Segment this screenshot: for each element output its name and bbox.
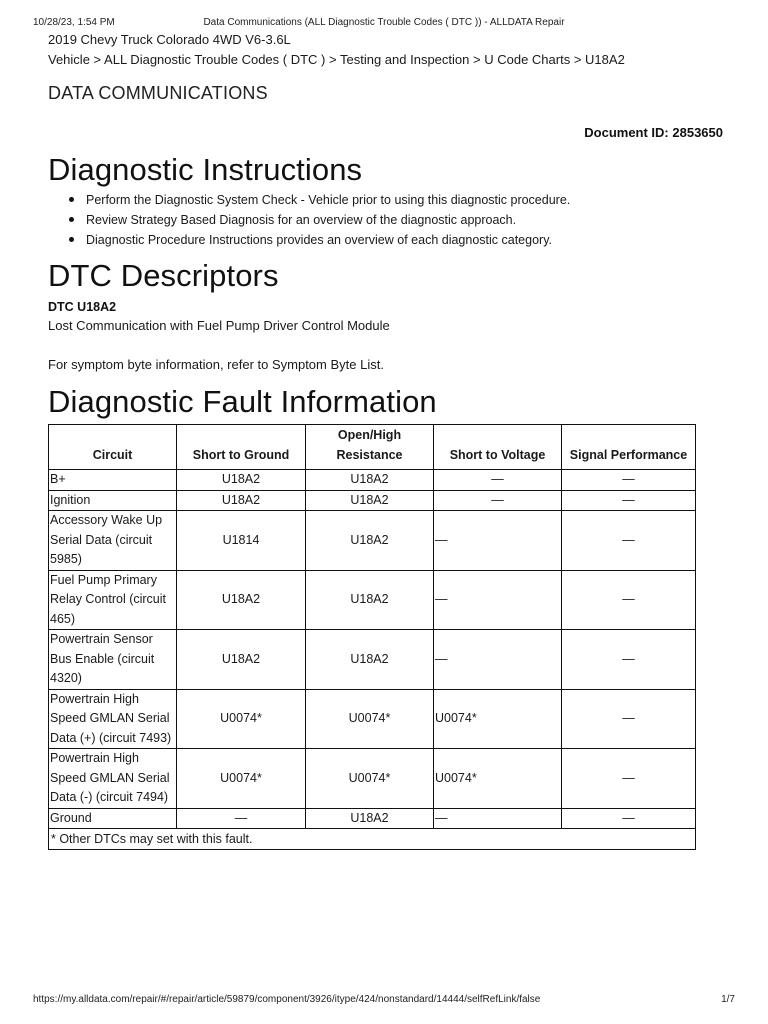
cell-open-high-resistance: U0074* xyxy=(306,749,434,809)
page-number: 1/7 xyxy=(721,994,735,1005)
cell-short-to-ground: U18A2 xyxy=(177,630,306,690)
breadcrumb-u18a2[interactable]: U18A2 xyxy=(585,52,625,67)
breadcrumb-separator: > xyxy=(573,52,582,67)
cell-signal-performance: — xyxy=(562,490,696,511)
cell-open-high-resistance: U18A2 xyxy=(306,490,434,511)
cell-short-to-ground: U18A2 xyxy=(177,570,306,630)
cell-short-to-voltage: U0074* xyxy=(434,749,562,809)
cell-circuit: Powertrain High Speed GMLAN Serial Data (+) (circuit 7493) xyxy=(49,689,177,749)
dtc-code: DTC U18A2 xyxy=(48,300,117,314)
column-header-circuit: Circuit xyxy=(49,425,177,470)
instruction-item xyxy=(86,190,570,210)
breadcrumb-u-code-charts[interactable]: U Code Charts xyxy=(484,52,571,67)
cell-short-to-voltage: — xyxy=(434,808,562,829)
cell-signal-performance: — xyxy=(562,470,696,491)
instructions-list xyxy=(48,190,570,250)
cell-short-to-ground: U1814 xyxy=(177,511,306,571)
cell-open-high-resistance: U18A2 xyxy=(306,511,434,571)
cell-short-to-ground: — xyxy=(177,808,306,829)
cell-short-to-ground: U0074* xyxy=(177,749,306,809)
cell-signal-performance: — xyxy=(562,630,696,690)
cell-circuit: Fuel Pump Primary Relay Control (circuit 465) xyxy=(49,570,177,630)
cell-circuit: B+ xyxy=(49,470,177,491)
cell-short-to-ground: U0074* xyxy=(177,689,306,749)
breadcrumb-testing-inspection[interactable]: Testing and Inspection xyxy=(340,52,470,67)
cell-signal-performance: — xyxy=(562,689,696,749)
cell-short-to-voltage: — xyxy=(434,470,562,491)
cell-short-to-ground: U18A2 xyxy=(177,470,306,491)
cell-short-to-voltage: U0074* xyxy=(434,689,562,749)
cell-signal-performance: — xyxy=(562,511,696,571)
print-header xyxy=(33,17,735,31)
symptom-note[interactable]: For symptom byte information, refer to Symptom Byte List. xyxy=(48,357,384,372)
table-footnote: * Other DTCs may set with this fault. xyxy=(49,829,696,850)
cell-circuit: Ground xyxy=(49,808,177,829)
print-url: https://my.alldata.com/repair/#/repair/article/59879/component/3926/itype/424/nonstandard/14444/selfRefLink/false xyxy=(33,994,541,1005)
vehicle-name: 2019 Chevy Truck Colorado 4WD V6-3.6L xyxy=(48,32,291,47)
cell-short-to-voltage: — xyxy=(434,490,562,511)
document-id: Document ID: 2853650 xyxy=(584,125,723,140)
breadcrumb-all-dtc[interactable]: ALL Diagnostic Trouble Codes ( DTC ) xyxy=(104,52,326,67)
table-row xyxy=(49,630,696,690)
cell-circuit: Powertrain High Speed GMLAN Serial Data (-) (circuit 7494) xyxy=(49,749,177,809)
table-row xyxy=(49,570,696,630)
fault-info-table xyxy=(48,424,696,850)
cell-open-high-resistance: U18A2 xyxy=(306,630,434,690)
cell-circuit: Powertrain Sensor Bus Enable (circuit 4320) xyxy=(49,630,177,690)
breadcrumb-separator: > xyxy=(93,52,102,67)
cell-signal-performance: — xyxy=(562,749,696,809)
column-header-short-to-voltage: Short to Voltage xyxy=(434,425,562,470)
instruction-text[interactable]: Review Strategy Based Diagnosis for an overview of the diagnostic approach. xyxy=(86,213,517,227)
instruction-text[interactable]: Perform the Diagnostic System Check - Vehicle prior to using this diagnostic procedure. xyxy=(86,193,571,207)
column-header-short-to-ground: Short to Ground xyxy=(177,425,306,470)
instruction-item xyxy=(86,210,570,230)
print-page-title: Data Communications (ALL Diagnostic Trouble Codes ( DTC )) - ALLDATA Repair xyxy=(203,17,565,28)
cell-short-to-ground: U18A2 xyxy=(177,490,306,511)
instruction-text[interactable]: Diagnostic Procedure Instructions provides an overview of each diagnostic category. xyxy=(86,233,552,247)
column-header-open-high-resistance: Open/High Resistance xyxy=(306,425,434,470)
cell-signal-performance: — xyxy=(562,570,696,630)
cell-open-high-resistance: U18A2 xyxy=(306,570,434,630)
heading-diagnostic-fault-information: Diagnostic Fault Information xyxy=(48,384,437,419)
section-label: DATA COMMUNICATIONS xyxy=(48,83,268,103)
cell-open-high-resistance: U18A2 xyxy=(306,470,434,491)
cell-open-high-resistance: U0074* xyxy=(306,689,434,749)
table-row xyxy=(49,808,696,829)
heading-dtc-descriptors: DTC Descriptors xyxy=(48,258,279,293)
breadcrumb-separator: > xyxy=(329,52,337,67)
table-row xyxy=(49,689,696,749)
breadcrumb xyxy=(48,52,625,67)
column-header-signal-performance: Signal Performance xyxy=(562,425,696,470)
cell-circuit: Ignition xyxy=(49,490,177,511)
cell-signal-performance: — xyxy=(562,808,696,829)
print-datetime: 10/28/23, 1:54 PM xyxy=(33,17,115,28)
table-row xyxy=(49,511,696,571)
table-row xyxy=(49,470,696,491)
heading-diagnostic-instructions: Diagnostic Instructions xyxy=(48,152,363,187)
dtc-description: Lost Communication with Fuel Pump Driver Control Module xyxy=(48,318,390,333)
cell-short-to-voltage: — xyxy=(434,570,562,630)
table-header-row xyxy=(49,425,696,470)
cell-short-to-voltage: — xyxy=(434,511,562,571)
breadcrumb-vehicle[interactable]: Vehicle xyxy=(48,52,90,67)
cell-circuit: Accessory Wake Up Serial Data (circuit 5985) xyxy=(49,511,177,571)
table-row xyxy=(49,749,696,809)
instruction-item xyxy=(86,230,570,250)
cell-short-to-voltage: — xyxy=(434,630,562,690)
breadcrumb-separator: > xyxy=(473,52,481,67)
cell-open-high-resistance: U18A2 xyxy=(306,808,434,829)
table-footnote-row xyxy=(49,829,696,850)
table-row xyxy=(49,490,696,511)
